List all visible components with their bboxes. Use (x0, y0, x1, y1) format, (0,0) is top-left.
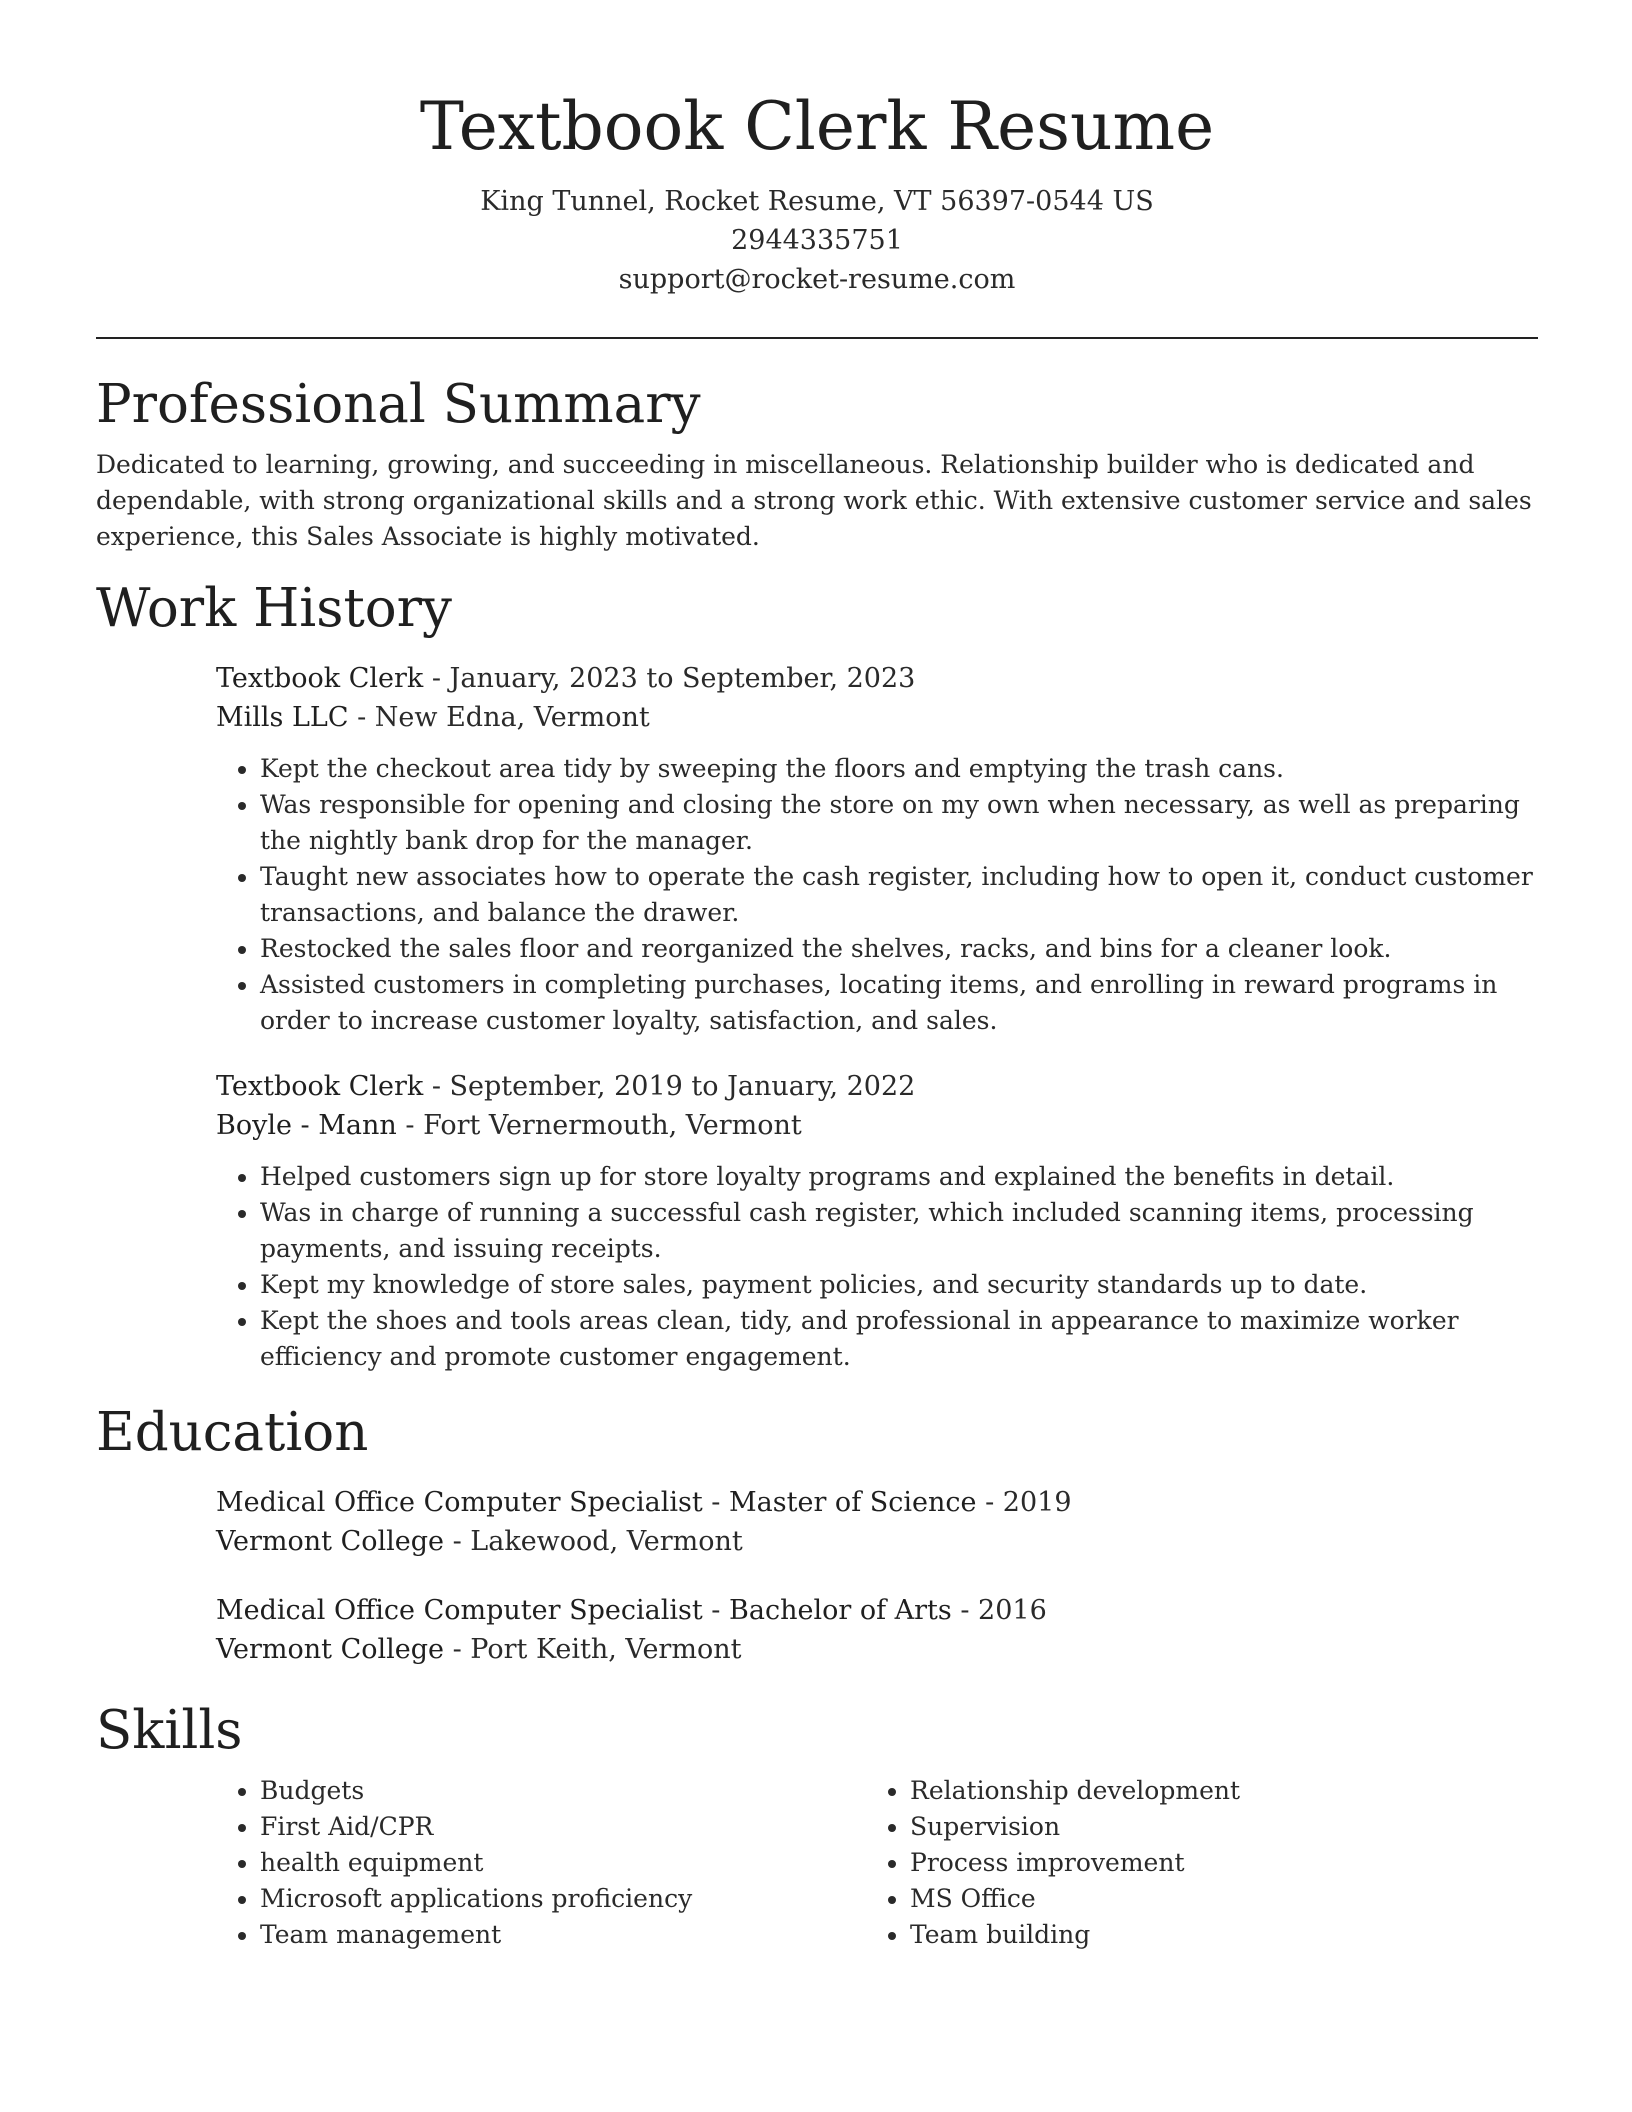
header-divider (96, 337, 1538, 339)
education-school-line (216, 1630, 1538, 1669)
list-item: • Kept my knowledge of store sales, payment policies, and security standards up to date. (260, 1267, 1538, 1303)
job-role: Textbook Clerk (216, 1071, 424, 1102)
list-item: • Relationship development (910, 1773, 1516, 1809)
list-item: • First Aid/CPR (260, 1809, 866, 1845)
skills-list-right (866, 1773, 1516, 1953)
list-item: • Process improvement (910, 1845, 1516, 1881)
list-item: • health equipment (260, 1845, 866, 1881)
education-degree: Bachelor of Arts (729, 1595, 952, 1626)
work-history-section (96, 573, 1538, 1375)
job-title-line (216, 659, 1538, 698)
job-location: - New Edna, Vermont (348, 702, 650, 733)
list-item: • Was in charge of running a successful cash register, which included scanning items, processing payments, and issuing receipts. (260, 1195, 1538, 1267)
education-section (96, 1397, 1538, 1669)
job-company: Mills LLC (216, 702, 349, 733)
list-item: • Team building (910, 1917, 1516, 1953)
education-year: - 2019 (976, 1487, 1072, 1518)
job-location: - Fort Vernermouth, Vermont (396, 1110, 802, 1141)
education-location: - Lakewood, Vermont (444, 1526, 743, 1557)
summary-heading: Professional Summary (96, 374, 701, 435)
list-item: • Assisted customers in completing purchases, locating items, and enrolling in reward programs in order to increase customer loyalty, satisfaction, and sales. (260, 967, 1538, 1039)
job-company-line (216, 1106, 1538, 1145)
education-degree-line: Medical Office Computer Specialist - Master of Science - 2019 (216, 1487, 1072, 1518)
list-item: • Kept the shoes and tools areas clean, tidy, and professional in appearance to maximize worker efficiency and promote customer engagement. (260, 1303, 1538, 1375)
job-role: Textbook Clerk (216, 663, 424, 694)
resume-page (96, 82, 1538, 1953)
education-field: Medical Office Computer Specialist (216, 1595, 703, 1626)
job-entry (216, 1067, 1538, 1375)
education-year: - 2016 (951, 1595, 1047, 1626)
list-item: • Restocked the sales floor and reorganized the shelves, racks, and bins for a cleaner look. (260, 931, 1538, 967)
job-bullets (216, 751, 1538, 1039)
skills-column-left (216, 1773, 866, 1953)
job-title-line (216, 1067, 1538, 1106)
education-location: - Port Keith, Vermont (444, 1634, 742, 1665)
job-company-line (216, 698, 1538, 737)
skills-heading: Skills (96, 1700, 243, 1761)
address: King Tunnel, Rocket Resume, VT 56397-0544 US (480, 186, 1154, 217)
education-entry (216, 1483, 1538, 1561)
work-history-heading: Work History (96, 578, 452, 639)
resume-title: Textbook Clerk Resume (419, 88, 1215, 165)
phone: 2944335751 (731, 225, 903, 256)
resume-header (96, 82, 1538, 299)
education-school: Vermont College (216, 1526, 445, 1557)
list-item: • Was responsible for opening and closing the store on my own when necessary, as well as preparing the nightly bank drop for the manager. (260, 787, 1538, 859)
list-item: • Team management (260, 1917, 866, 1953)
job-dates: - January, 2023 to September, 2023 (423, 663, 916, 694)
education-field: Medical Office Computer Specialist (216, 1487, 703, 1518)
summary-text: Dedicated to learning, growing, and succeeding in miscellaneous. Relationship builder who is dedicated and dependable, with strong organizational skills and a strong work ethic. With extensive customer service and sales experience, this Sales Associate is highly motivated. (96, 450, 1532, 551)
job-bullets (216, 1159, 1538, 1375)
job-company: Boyle - Mann (216, 1110, 397, 1141)
education-school: Vermont College (216, 1634, 445, 1665)
list-item: • Microsoft applications proficiency (260, 1881, 866, 1917)
list-item: • Kept the checkout area tidy by sweeping the floors and emptying the trash cans. (260, 751, 1538, 787)
skills-columns (216, 1773, 1538, 1953)
education-degree: Master of Science (729, 1487, 977, 1518)
list-item: • MS Office (910, 1881, 1516, 1917)
skills-column-right (866, 1773, 1516, 1953)
list-item: • Budgets (260, 1773, 866, 1809)
list-item: • Taught new associates how to operate the cash register, including how to open it, conduct customer transactions, and balance the drawer. (260, 859, 1538, 931)
education-degree-line: Medical Office Computer Specialist - Bachelor of Arts - 2016 (216, 1595, 1047, 1626)
job-dates: - September, 2019 to January, 2022 (423, 1071, 916, 1102)
skills-section (96, 1695, 1538, 1953)
job-entry (216, 659, 1538, 1039)
email: support@rocket-resume.com (618, 264, 1016, 295)
skills-list-left (216, 1773, 866, 1953)
education-entry (216, 1591, 1538, 1669)
education-school-line (216, 1522, 1538, 1561)
summary-section (96, 369, 1538, 555)
list-item: • Helped customers sign up for store loyalty programs and explained the benefits in detail. (260, 1159, 1538, 1195)
education-heading: Education (96, 1402, 369, 1463)
list-item: • Supervision (910, 1809, 1516, 1845)
